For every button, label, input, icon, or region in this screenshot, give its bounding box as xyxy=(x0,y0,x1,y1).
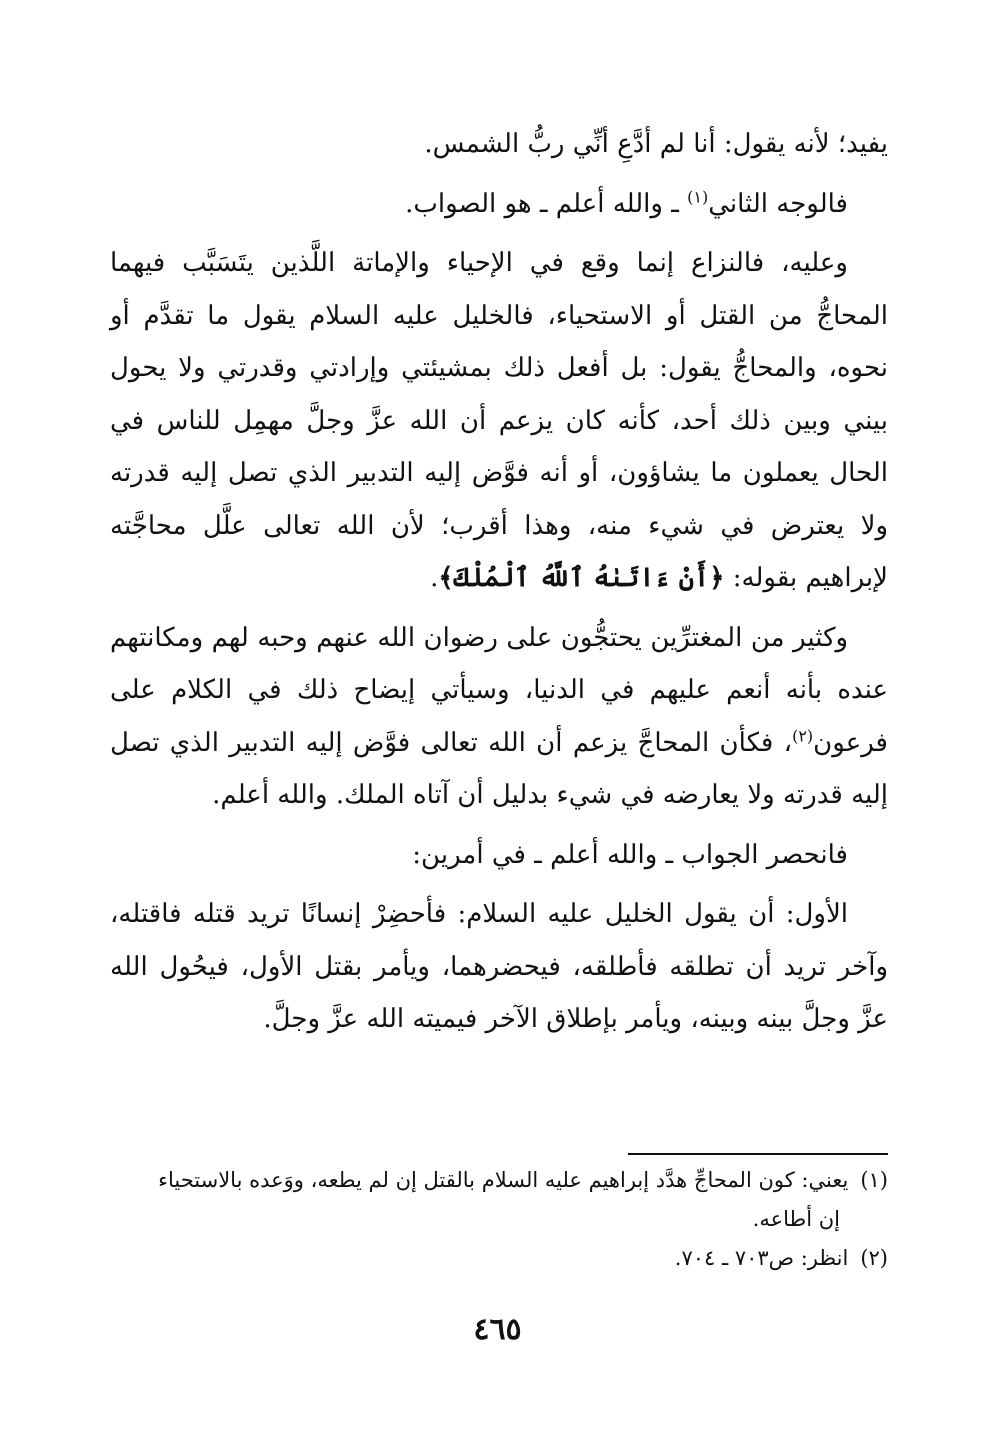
text-line: وآخر تريد أن تطلقه فأطلقه، فيحضرهما، ويأمر بقتل الأول، فيحُول الله عزَّ xyxy=(110,951,888,1034)
paragraph-2 xyxy=(110,178,888,231)
paragraph-3 xyxy=(110,237,888,605)
text-fragment: ، فكأن المحاجَّ يزعم أن الله تعالى فوَّض إليه التدبير الذي تصل xyxy=(110,727,793,758)
footnote-1-continuation xyxy=(110,1202,888,1237)
footnote-text: انظر: ص٧٠٣ ـ ٧٠٤. xyxy=(674,1246,849,1270)
footnote-text: إن أطاعه. xyxy=(752,1207,840,1231)
footnote-ref-2[interactable]: (٢) xyxy=(792,725,814,745)
footnote-ref-1[interactable]: (١) xyxy=(687,186,709,206)
paragraph-4 xyxy=(110,612,888,822)
text-line: إليه قدرته ولا يعارضه في شيء بدليل أن آتاه الملك. والله أعلم. xyxy=(212,780,888,810)
paragraph-1 xyxy=(110,118,888,171)
text-fragment: فالوجه الثاني xyxy=(708,188,848,219)
footnote-2 xyxy=(110,1241,888,1276)
text-line: فانحصر الجواب ـ والله أعلم ـ في أمرين: xyxy=(412,839,848,870)
paragraph-6 xyxy=(110,888,888,1046)
text-line: يعترض في شيء منه، وهذا أقرب؛ لأن الله تعالى علَّل محاجَّته لإبراهيم xyxy=(110,510,888,593)
quran-quote: ﴿أَنْ ءَاتَىٰهُ ٱللَّهُ ٱلْمُلْكَ﴾ xyxy=(438,563,725,593)
text-fragment: ـ والله أعلم ـ هو الصواب. xyxy=(405,188,688,219)
text-line: الأول: أن يقول الخليل عليه السلام: فأحضِرْ إنسانًا تريد قتله فاقتله، xyxy=(110,899,848,929)
paragraph-5 xyxy=(110,829,888,882)
footnote-number: (٢) xyxy=(860,1246,888,1270)
text-line: يعملون ما يشاؤون، أو أنه فوَّض إليه التدبير الذي تصل إليه قدرته ولا xyxy=(110,458,888,541)
text-line: وجلَّ بينه وبينه، ويأمر بإطلاق الآخر فيميته الله عزَّ وجلَّ. xyxy=(263,1004,850,1034)
page-number: ٤٦٥ xyxy=(473,1312,522,1347)
text-fragment: بقوله: xyxy=(724,563,798,593)
footnote-text: يعني: كون المحاجِّ هدَّد إبراهيم عليه السلام بالقتل إن لم يطعه، ووَعده بالاستحياء xyxy=(158,1168,849,1192)
text-line: المحاجُّ من القتل أو الاستحياء، فالخليل عليه السلام يقول ما تقدَّم أو نحوه، xyxy=(110,300,888,383)
text-fragment: . xyxy=(430,563,439,593)
text-line: وعليه، فالنزاع إنما وقع في الإحياء والإماتة اللَّذين يتَسَبَّب فيهما xyxy=(110,248,848,278)
footnote-number: (١) xyxy=(860,1168,888,1192)
text-line: والمحاجُّ يقول: بل أفعل ذلك بمشيئتي وإرادتي وقدرتي ولا يحول بيني xyxy=(110,353,889,436)
footnote-divider xyxy=(628,1153,888,1155)
main-text xyxy=(110,118,888,1046)
footnotes xyxy=(110,1163,888,1276)
text-fragment: فرعون xyxy=(813,727,888,758)
text-line: يفيد؛ لأنه يقول: أنا لم أدَّعِ أنِّي ربُّ الشمس. xyxy=(424,129,888,159)
text-line: عنده بأنه أنعم عليهم في الدنيا، وسيأتي إيضاح ذلك في الكلام على xyxy=(110,675,888,705)
text-line: وكثير من المغترِّين يحتجُّون على رضوان الله عنهم وحبه لهم ومكانتهم xyxy=(110,622,848,653)
footnote-1 xyxy=(110,1163,888,1198)
text-line: وبين ذلك أحد، كأنه كان يزعم أن الله عزَّ وجلَّ مهمِل للناس في الحال xyxy=(110,405,888,488)
